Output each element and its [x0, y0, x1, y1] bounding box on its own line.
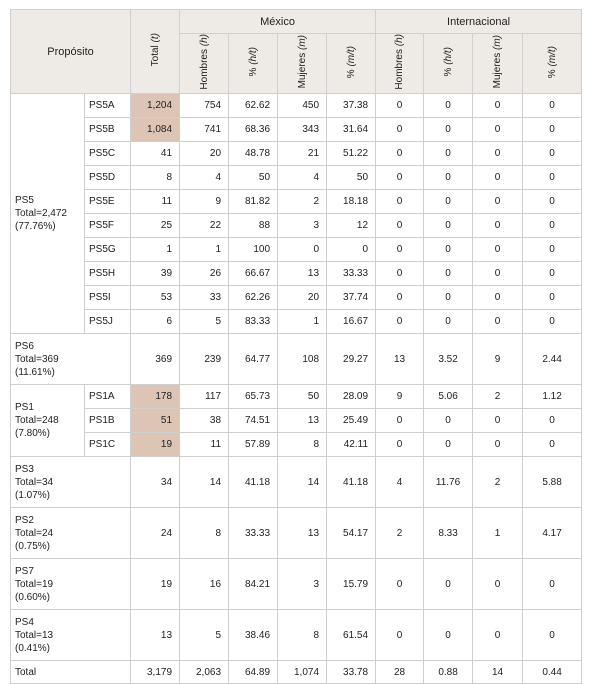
total-cell: 19: [131, 433, 180, 457]
value-cell-h: 33: [180, 286, 229, 310]
value-cell-m: 13: [278, 508, 327, 559]
value-cell-ih: 2: [376, 508, 424, 559]
value-cell-ih: 0: [376, 286, 424, 310]
subcategory-cell: PS1B: [85, 409, 131, 433]
total-value-pm: 33.78: [327, 661, 376, 684]
value-cell-ph: 48.78: [229, 142, 278, 166]
value-cell-ipm: 0: [523, 118, 582, 142]
value-cell-iph: 0: [424, 262, 473, 286]
value-cell-h: 14: [180, 457, 229, 508]
value-cell-im: 1: [473, 508, 523, 559]
value-cell-m: 3: [278, 214, 327, 238]
value-cell-im: 0: [473, 238, 523, 262]
value-cell-iph: 5.06: [424, 385, 473, 409]
total-value-ipm: 0.44: [523, 661, 582, 684]
value-cell-ipm: 0: [523, 94, 582, 118]
value-cell-h: 11: [180, 433, 229, 457]
int-mujeres-header: Mujeres (m): [473, 34, 523, 94]
group-label-ps6: PS6 Total=369 (11.61%): [11, 334, 131, 385]
value-cell-m: 2: [278, 190, 327, 214]
value-cell-iph: 11.76: [424, 457, 473, 508]
group-label-ps1: PS1 Total=248 (7.80%): [11, 385, 85, 457]
value-cell-m: 450: [278, 94, 327, 118]
value-cell-m: 108: [278, 334, 327, 385]
table-row: [11, 610, 582, 661]
value-cell-pm: 25.49: [327, 409, 376, 433]
total-value-iph: 0.88: [424, 661, 473, 684]
value-cell-ph: 50: [229, 166, 278, 190]
value-cell-pm: 29.27: [327, 334, 376, 385]
value-cell-ih: 13: [376, 334, 424, 385]
value-cell-pm: 16.67: [327, 310, 376, 334]
value-cell-iph: 0: [424, 559, 473, 610]
table-row: [11, 166, 582, 190]
internacional-header: Internacional: [376, 10, 582, 34]
table-row: [11, 385, 582, 409]
group-label-ps7: PS7 Total=19 (0.60%): [11, 559, 131, 610]
value-cell-pm: 42.11: [327, 433, 376, 457]
table-row: [11, 409, 582, 433]
value-cell-iph: 0: [424, 142, 473, 166]
value-cell-iph: 3.52: [424, 334, 473, 385]
value-cell-ipm: 0: [523, 610, 582, 661]
value-cell-ih: 0: [376, 118, 424, 142]
mexico-header: México: [180, 10, 376, 34]
mx-pct-h-header: % (h/t): [229, 34, 278, 94]
table-row: [11, 214, 582, 238]
value-cell-h: 741: [180, 118, 229, 142]
value-cell-im: 9: [473, 334, 523, 385]
value-cell-ih: 0: [376, 166, 424, 190]
value-cell-pm: 15.79: [327, 559, 376, 610]
value-cell-h: 5: [180, 610, 229, 661]
total-cell: 19: [131, 559, 180, 610]
value-cell-ih: 9: [376, 385, 424, 409]
total-value-m: 1,074: [278, 661, 327, 684]
value-cell-ipm: 0: [523, 142, 582, 166]
table-row: [11, 457, 582, 508]
value-cell-ipm: 0: [523, 409, 582, 433]
int-pct-m-header: % (m/t): [523, 34, 582, 94]
subcategory-cell: PS5G: [85, 238, 131, 262]
value-cell-ih: 0: [376, 610, 424, 661]
int-hombres-header: Hombres (h): [376, 34, 424, 94]
value-cell-ih: 0: [376, 559, 424, 610]
value-cell-m: 20: [278, 286, 327, 310]
subcategory-cell: PS5H: [85, 262, 131, 286]
value-cell-h: 22: [180, 214, 229, 238]
value-cell-ph: 74.51: [229, 409, 278, 433]
subcategory-cell: PS5I: [85, 286, 131, 310]
value-cell-im: 0: [473, 94, 523, 118]
total-cell: 1: [131, 238, 180, 262]
subcategory-cell: PS5E: [85, 190, 131, 214]
table-row: [11, 334, 582, 385]
value-cell-h: 9: [180, 190, 229, 214]
value-cell-ipm: 0: [523, 262, 582, 286]
value-cell-ih: 0: [376, 262, 424, 286]
value-cell-ph: 100: [229, 238, 278, 262]
value-cell-h: 117: [180, 385, 229, 409]
value-cell-im: 0: [473, 559, 523, 610]
total-cell: 6: [131, 310, 180, 334]
total-cell: 41: [131, 142, 180, 166]
value-cell-im: 0: [473, 409, 523, 433]
subcategory-cell: PS5D: [85, 166, 131, 190]
group-label-ps5: PS5 Total=2,472 (77.76%): [11, 94, 85, 334]
value-cell-im: 0: [473, 286, 523, 310]
value-cell-ipm: 0: [523, 559, 582, 610]
value-cell-pm: 37.74: [327, 286, 376, 310]
value-cell-h: 38: [180, 409, 229, 433]
table-row: [11, 559, 582, 610]
value-cell-iph: 0: [424, 214, 473, 238]
value-cell-m: 21: [278, 142, 327, 166]
value-cell-pm: 50: [327, 166, 376, 190]
value-cell-im: 0: [473, 142, 523, 166]
group-label-ps3: PS3 Total=34 (1.07%): [11, 457, 131, 508]
subcategory-cell: PS5A: [85, 94, 131, 118]
value-cell-h: 1: [180, 238, 229, 262]
total-label: Total: [11, 661, 131, 684]
value-cell-ipm: 0: [523, 310, 582, 334]
value-cell-ph: 62.62: [229, 94, 278, 118]
total-cell: 11: [131, 190, 180, 214]
value-cell-ipm: 0: [523, 238, 582, 262]
value-cell-h: 754: [180, 94, 229, 118]
value-cell-iph: 0: [424, 610, 473, 661]
subcategory-cell: PS5B: [85, 118, 131, 142]
value-cell-iph: 0: [424, 433, 473, 457]
subcategory-cell: PS5F: [85, 214, 131, 238]
value-cell-im: 2: [473, 385, 523, 409]
total-value-ph: 64.89: [229, 661, 278, 684]
value-cell-h: 16: [180, 559, 229, 610]
table-row: [11, 94, 582, 118]
value-cell-ih: 0: [376, 310, 424, 334]
value-cell-ih: 0: [376, 94, 424, 118]
value-cell-im: 0: [473, 166, 523, 190]
value-cell-ipm: 0: [523, 166, 582, 190]
value-cell-pm: 0: [327, 238, 376, 262]
data-table: [10, 9, 582, 684]
value-cell-ih: 0: [376, 142, 424, 166]
value-cell-iph: 0: [424, 166, 473, 190]
subcategory-cell: PS5C: [85, 142, 131, 166]
value-cell-ph: 81.82: [229, 190, 278, 214]
value-cell-ih: 0: [376, 214, 424, 238]
total-cell: 24: [131, 508, 180, 559]
value-cell-m: 14: [278, 457, 327, 508]
value-cell-iph: 8.33: [424, 508, 473, 559]
value-cell-im: 0: [473, 262, 523, 286]
value-cell-iph: 0: [424, 118, 473, 142]
value-cell-ph: 41.18: [229, 457, 278, 508]
table-row: [11, 508, 582, 559]
value-cell-ipm: 5.88: [523, 457, 582, 508]
value-cell-iph: 0: [424, 238, 473, 262]
value-cell-iph: 0: [424, 310, 473, 334]
value-cell-pm: 37.38: [327, 94, 376, 118]
table-row: [11, 118, 582, 142]
table-row: [11, 286, 582, 310]
value-cell-ph: 84.21: [229, 559, 278, 610]
value-cell-pm: 31.64: [327, 118, 376, 142]
value-cell-pm: 33.33: [327, 262, 376, 286]
subcategory-cell: PS1C: [85, 433, 131, 457]
value-cell-ipm: 0: [523, 433, 582, 457]
table-row: [11, 190, 582, 214]
mx-pct-m-header: % (m/t): [327, 34, 376, 94]
total-cell: 13: [131, 610, 180, 661]
value-cell-pm: 61.54: [327, 610, 376, 661]
value-cell-im: 0: [473, 433, 523, 457]
value-cell-ph: 38.46: [229, 610, 278, 661]
value-cell-ph: 62.26: [229, 286, 278, 310]
value-cell-ph: 57.89: [229, 433, 278, 457]
value-cell-ph: 33.33: [229, 508, 278, 559]
mx-mujeres-header: Mujeres (m): [278, 34, 327, 94]
subcategory-cell: PS5J: [85, 310, 131, 334]
value-cell-ipm: 0: [523, 214, 582, 238]
group-label-ps4: PS4 Total=13 (0.41%): [11, 610, 131, 661]
table-row: [11, 433, 582, 457]
value-cell-h: 20: [180, 142, 229, 166]
value-cell-pm: 41.18: [327, 457, 376, 508]
total-cell: 369: [131, 334, 180, 385]
value-cell-pm: 28.09: [327, 385, 376, 409]
value-cell-ih: 0: [376, 238, 424, 262]
int-pct-h-header: % (h/t): [424, 34, 473, 94]
value-cell-m: 1: [278, 310, 327, 334]
table-row: [11, 262, 582, 286]
value-cell-ih: 0: [376, 433, 424, 457]
value-cell-m: 4: [278, 166, 327, 190]
value-cell-m: 13: [278, 262, 327, 286]
value-cell-ph: 64.77: [229, 334, 278, 385]
total-cell: 39: [131, 262, 180, 286]
total-cell: 53: [131, 286, 180, 310]
value-cell-im: 0: [473, 214, 523, 238]
value-cell-im: 2: [473, 457, 523, 508]
total-cell: 25: [131, 214, 180, 238]
purpose-header: Propósito: [11, 10, 131, 94]
total-cell: 178: [131, 385, 180, 409]
value-cell-m: 8: [278, 433, 327, 457]
value-cell-im: 0: [473, 310, 523, 334]
value-cell-ph: 65.73: [229, 385, 278, 409]
total-value-h: 2,063: [180, 661, 229, 684]
table-row: [11, 142, 582, 166]
value-cell-ipm: 4.17: [523, 508, 582, 559]
group-label-ps2: PS2 Total=24 (0.75%): [11, 508, 131, 559]
value-cell-m: 13: [278, 409, 327, 433]
total-value-im: 14: [473, 661, 523, 684]
value-cell-iph: 0: [424, 409, 473, 433]
value-cell-m: 343: [278, 118, 327, 142]
value-cell-ih: 0: [376, 190, 424, 214]
value-cell-m: 3: [278, 559, 327, 610]
value-cell-ph: 66.67: [229, 262, 278, 286]
mx-hombres-header: Hombres (h): [180, 34, 229, 94]
value-cell-h: 5: [180, 310, 229, 334]
value-cell-iph: 0: [424, 286, 473, 310]
value-cell-h: 4: [180, 166, 229, 190]
value-cell-pm: 51.22: [327, 142, 376, 166]
value-cell-pm: 12: [327, 214, 376, 238]
table-row: [11, 310, 582, 334]
value-cell-h: 26: [180, 262, 229, 286]
table-row: [11, 238, 582, 262]
value-cell-pm: 18.18: [327, 190, 376, 214]
grand-total-cell: 3,179: [131, 661, 180, 684]
value-cell-ph: 88: [229, 214, 278, 238]
value-cell-im: 0: [473, 190, 523, 214]
value-cell-h: 239: [180, 334, 229, 385]
total-cell: 1,084: [131, 118, 180, 142]
value-cell-ih: 4: [376, 457, 424, 508]
value-cell-ih: 0: [376, 409, 424, 433]
value-cell-h: 8: [180, 508, 229, 559]
total-cell: 1,204: [131, 94, 180, 118]
value-cell-m: 50: [278, 385, 327, 409]
total-row: [11, 661, 582, 684]
value-cell-ipm: 1.12: [523, 385, 582, 409]
value-cell-im: 0: [473, 118, 523, 142]
total-cell: 34: [131, 457, 180, 508]
total-header: Total (t): [131, 10, 180, 94]
value-cell-im: 0: [473, 610, 523, 661]
value-cell-ph: 83.33: [229, 310, 278, 334]
total-cell: 8: [131, 166, 180, 190]
value-cell-iph: 0: [424, 94, 473, 118]
value-cell-ipm: 0: [523, 286, 582, 310]
value-cell-ipm: 0: [523, 190, 582, 214]
value-cell-iph: 0: [424, 190, 473, 214]
value-cell-pm: 54.17: [327, 508, 376, 559]
value-cell-m: 8: [278, 610, 327, 661]
value-cell-ipm: 2.44: [523, 334, 582, 385]
total-value-ih: 28: [376, 661, 424, 684]
value-cell-m: 0: [278, 238, 327, 262]
total-cell: 51: [131, 409, 180, 433]
subcategory-cell: PS1A: [85, 385, 131, 409]
value-cell-ph: 68.36: [229, 118, 278, 142]
